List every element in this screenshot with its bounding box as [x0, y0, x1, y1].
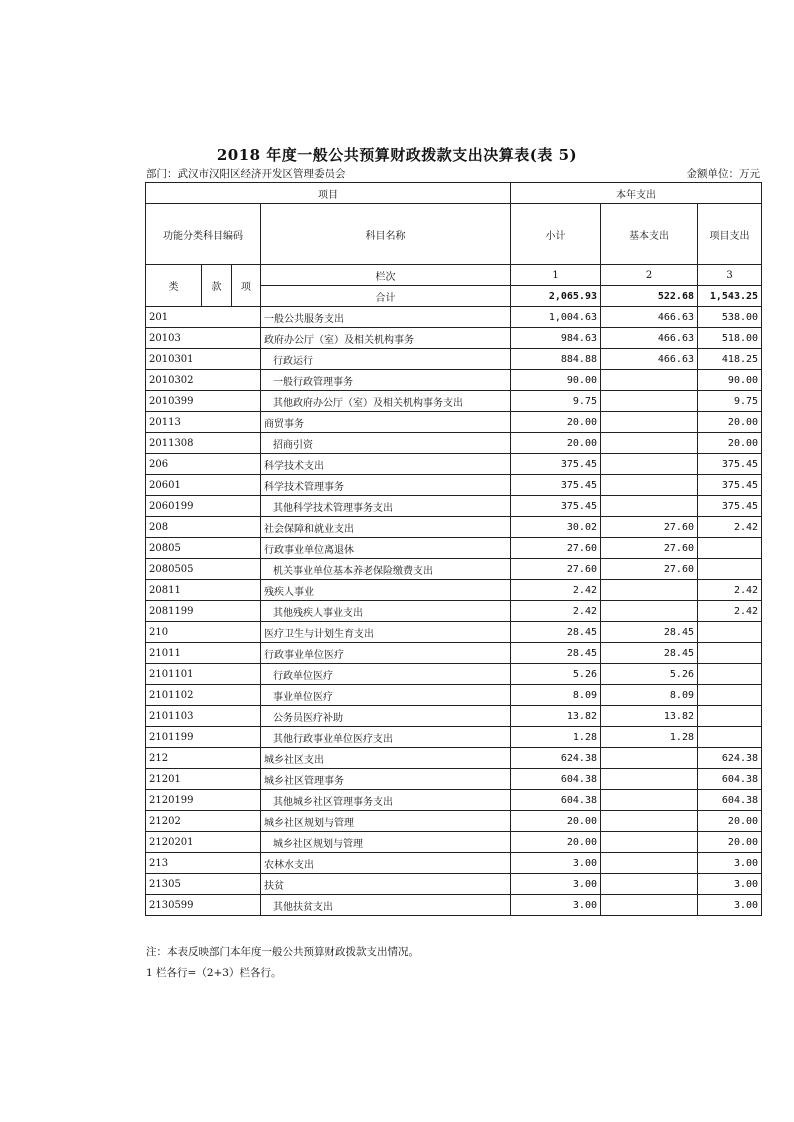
project-expenditure-cell — [698, 664, 762, 685]
subtotal-cell: 2.42 — [511, 580, 601, 601]
subject-name-cell: 科学技术管理事务 — [261, 475, 511, 496]
table-row — [146, 643, 762, 664]
subtotal-cell: 20.00 — [511, 811, 601, 832]
column-no-2: 2 — [601, 265, 698, 286]
project-expenditure-cell — [698, 685, 762, 706]
basic-expenditure-cell: 466.63 — [601, 307, 698, 328]
function-code-cell: 210 — [146, 622, 261, 643]
column-no-1: 1 — [511, 265, 601, 286]
function-code-cell: 2120201 — [146, 832, 261, 853]
subtotal-cell: 2.42 — [511, 601, 601, 622]
project-expenditure-cell: 604.38 — [698, 769, 762, 790]
table-row — [146, 874, 762, 895]
subtotal-cell: 30.02 — [511, 517, 601, 538]
project-expenditure-cell: 375.45 — [698, 496, 762, 517]
subject-name-cell: 残疾人事业 — [261, 580, 511, 601]
project-expenditure-cell: 375.45 — [698, 454, 762, 475]
function-code-cell: 2101103 — [146, 706, 261, 727]
basic-expenditure-cell — [601, 874, 698, 895]
subtotal-cell: 984.63 — [511, 328, 601, 349]
subject-name-cell: 一般行政管理事务 — [261, 370, 511, 391]
basic-expenditure-cell — [601, 832, 698, 853]
subtotal-cell: 9.75 — [511, 391, 601, 412]
function-code-cell: 2060199 — [146, 496, 261, 517]
table-row — [146, 706, 762, 727]
basic-expenditure-cell: 8.09 — [601, 685, 698, 706]
kuan-header: 款 — [202, 265, 232, 307]
function-code-cell: 21305 — [146, 874, 261, 895]
table-row — [146, 412, 762, 433]
project-expenditure-cell: 604.38 — [698, 790, 762, 811]
table-row — [146, 370, 762, 391]
project-exp-header: 项目支出 — [698, 204, 762, 265]
subtotal-cell: 27.60 — [511, 538, 601, 559]
subtotal-cell: 20.00 — [511, 412, 601, 433]
project-expenditure-cell: 9.75 — [698, 391, 762, 412]
basic-expenditure-cell: 5.26 — [601, 664, 698, 685]
subtotal-cell: 5.26 — [511, 664, 601, 685]
table-row — [146, 748, 762, 769]
subject-name-cell: 城乡社区管理事务 — [261, 769, 511, 790]
basic-expenditure-cell — [601, 412, 698, 433]
subject-name-cell: 公务员医疗补助 — [261, 706, 511, 727]
table-row — [146, 811, 762, 832]
function-code-cell: 2010302 — [146, 370, 261, 391]
basic-expenditure-cell: 1.28 — [601, 727, 698, 748]
function-code-cell: 208 — [146, 517, 261, 538]
table-row — [146, 307, 762, 328]
subtotal-cell: 884.88 — [511, 349, 601, 370]
table-row — [146, 664, 762, 685]
project-expenditure-cell: 20.00 — [698, 412, 762, 433]
subtotal-header: 小计 — [511, 204, 601, 265]
xiang-header: 项 — [232, 265, 261, 307]
function-code-cell: 21202 — [146, 811, 261, 832]
function-code-cell: 2010301 — [146, 349, 261, 370]
basic-expenditure-cell: 466.63 — [601, 328, 698, 349]
project-expenditure-cell: 538.00 — [698, 307, 762, 328]
subtotal-cell: 28.45 — [511, 643, 601, 664]
subtotal-cell: 13.82 — [511, 706, 601, 727]
subtotal-cell: 27.60 — [511, 559, 601, 580]
subject-name-cell: 农林水支出 — [261, 853, 511, 874]
project-header: 项目 — [146, 183, 511, 204]
function-code-cell: 2011308 — [146, 433, 261, 454]
subject-name-cell: 其他行政事业单位医疗支出 — [261, 727, 511, 748]
basic-expenditure-cell — [601, 475, 698, 496]
function-code-cell: 213 — [146, 853, 261, 874]
total-subtotal: 2,065.93 — [511, 286, 601, 307]
subtotal-cell: 624.38 — [511, 748, 601, 769]
subject-name-cell: 招商引资 — [261, 433, 511, 454]
basic-expenditure-cell: 28.45 — [601, 622, 698, 643]
table-row — [146, 685, 762, 706]
function-code-cell: 2081199 — [146, 601, 261, 622]
table-row — [146, 475, 762, 496]
subtotal-cell: 604.38 — [511, 790, 601, 811]
subtotal-cell: 604.38 — [511, 769, 601, 790]
subtotal-cell: 3.00 — [511, 874, 601, 895]
subject-name-cell: 机关事业单位基本养老保险缴费支出 — [261, 559, 511, 580]
total-basic: 522.68 — [601, 286, 698, 307]
basic-expenditure-cell — [601, 433, 698, 454]
total-project: 1,543.25 — [698, 286, 762, 307]
project-expenditure-cell — [698, 727, 762, 748]
basic-expenditure-cell — [601, 853, 698, 874]
subject-name-cell: 政府办公厅（室）及相关机构事务 — [261, 328, 511, 349]
basic-expenditure-cell — [601, 496, 698, 517]
project-expenditure-cell: 375.45 — [698, 475, 762, 496]
function-code-cell: 20113 — [146, 412, 261, 433]
project-expenditure-cell: 2.42 — [698, 601, 762, 622]
footnote-1: 注：本表反映部门本年度一般公共预算财政拨款支出情况。 — [146, 946, 419, 958]
table-row — [146, 727, 762, 748]
table-row — [146, 580, 762, 601]
function-code-cell: 20103 — [146, 328, 261, 349]
document-title: 2018 年度一般公共预算财政拨款支出决算表(表 5) — [216, 146, 578, 164]
project-expenditure-cell: 418.25 — [698, 349, 762, 370]
function-code-cell: 20601 — [146, 475, 261, 496]
basic-expenditure-cell: 13.82 — [601, 706, 698, 727]
project-expenditure-cell: 518.00 — [698, 328, 762, 349]
subject-name-cell: 事业单位医疗 — [261, 685, 511, 706]
basic-expenditure-cell: 27.60 — [601, 517, 698, 538]
footnote-2: 1 栏各行=（2+3）栏各行。 — [146, 967, 282, 979]
table-row — [146, 454, 762, 475]
basic-expenditure-cell — [601, 748, 698, 769]
subject-name-cell: 一般公共服务支出 — [261, 307, 511, 328]
subject-name-cell: 行政事业单位医疗 — [261, 643, 511, 664]
basic-expenditure-cell: 28.45 — [601, 643, 698, 664]
subtotal-cell: 1,004.63 — [511, 307, 601, 328]
table-row — [146, 328, 762, 349]
function-code-cell: 201 — [146, 307, 261, 328]
table-row — [146, 559, 762, 580]
subtotal-cell: 375.45 — [511, 496, 601, 517]
header-row-1 — [146, 183, 762, 204]
basic-expenditure-cell — [601, 601, 698, 622]
basic-expenditure-cell: 27.60 — [601, 559, 698, 580]
project-expenditure-cell: 20.00 — [698, 811, 762, 832]
table-row — [146, 769, 762, 790]
project-expenditure-cell: 20.00 — [698, 832, 762, 853]
subtotal-cell: 1.28 — [511, 727, 601, 748]
basic-expenditure-cell — [601, 370, 698, 391]
function-code-cell: 2101199 — [146, 727, 261, 748]
function-code-cell: 2101101 — [146, 664, 261, 685]
project-expenditure-cell: 20.00 — [698, 433, 762, 454]
subject-name-cell: 城乡社区规划与管理 — [261, 832, 511, 853]
table-row — [146, 853, 762, 874]
subject-name-cell: 行政运行 — [261, 349, 511, 370]
basic-expenditure-cell: 466.63 — [601, 349, 698, 370]
project-expenditure-cell — [698, 622, 762, 643]
header-row-3 — [146, 265, 762, 286]
lei-header: 类 — [146, 265, 202, 307]
subtotal-cell: 375.45 — [511, 454, 601, 475]
amount-unit-label: 金额单位：万元 — [686, 168, 760, 180]
basic-expenditure-cell — [601, 790, 698, 811]
table-row — [146, 832, 762, 853]
subject-name-cell: 其他政府办公厅（室）及相关机构事务支出 — [261, 391, 511, 412]
subject-name-cell: 行政事业单位离退休 — [261, 538, 511, 559]
project-expenditure-cell — [698, 559, 762, 580]
table-row — [146, 538, 762, 559]
table-row — [146, 601, 762, 622]
function-code-cell: 2130599 — [146, 895, 261, 916]
project-expenditure-cell: 3.00 — [698, 853, 762, 874]
subject-name-cell: 其他残疾人事业支出 — [261, 601, 511, 622]
basic-expenditure-cell — [601, 895, 698, 916]
function-code-cell: 20811 — [146, 580, 261, 601]
subject-name-cell: 城乡社区支出 — [261, 748, 511, 769]
project-expenditure-cell — [698, 538, 762, 559]
table-row — [146, 496, 762, 517]
project-expenditure-cell: 624.38 — [698, 748, 762, 769]
subject-name-cell: 城乡社区规划与管理 — [261, 811, 511, 832]
subtotal-cell: 20.00 — [511, 433, 601, 454]
header-row-2 — [146, 204, 762, 265]
function-code-cell: 21011 — [146, 643, 261, 664]
subject-name-cell: 社会保障和就业支出 — [261, 517, 511, 538]
project-expenditure-cell — [698, 706, 762, 727]
project-expenditure-cell: 3.00 — [698, 874, 762, 895]
table-row — [146, 895, 762, 916]
subtotal-cell: 375.45 — [511, 475, 601, 496]
subject-name-cell: 商贸事务 — [261, 412, 511, 433]
expenditure-table — [145, 182, 762, 916]
current-year-header: 本年支出 — [511, 183, 762, 204]
function-code-cell: 212 — [146, 748, 261, 769]
project-expenditure-cell: 90.00 — [698, 370, 762, 391]
subject-name-cell: 医疗卫生与计划生育支出 — [261, 622, 511, 643]
func-code-header: 功能分类科目编码 — [146, 204, 261, 265]
column-no-label: 栏次 — [261, 265, 511, 286]
function-code-cell: 2120199 — [146, 790, 261, 811]
project-expenditure-cell: 3.00 — [698, 895, 762, 916]
subject-name-header: 科目名称 — [261, 204, 511, 265]
basic-header: 基本支出 — [601, 204, 698, 265]
subtotal-cell: 28.45 — [511, 622, 601, 643]
function-code-cell: 2101102 — [146, 685, 261, 706]
project-expenditure-cell — [698, 643, 762, 664]
table-row — [146, 433, 762, 454]
basic-expenditure-cell — [601, 811, 698, 832]
function-code-cell: 206 — [146, 454, 261, 475]
total-label: 合计 — [261, 286, 511, 307]
project-expenditure-cell: 2.42 — [698, 517, 762, 538]
basic-expenditure-cell: 27.60 — [601, 538, 698, 559]
subtotal-cell: 8.09 — [511, 685, 601, 706]
subject-name-cell: 科学技术支出 — [261, 454, 511, 475]
basic-expenditure-cell — [601, 769, 698, 790]
basic-expenditure-cell — [601, 454, 698, 475]
table-row — [146, 349, 762, 370]
table-row — [146, 517, 762, 538]
table-row — [146, 622, 762, 643]
subject-name-cell: 其他城乡社区管理事务支出 — [261, 790, 511, 811]
table-row — [146, 790, 762, 811]
subject-name-cell: 其他扶贫支出 — [261, 895, 511, 916]
function-code-cell: 2080505 — [146, 559, 261, 580]
subtotal-cell: 20.00 — [511, 832, 601, 853]
basic-expenditure-cell — [601, 391, 698, 412]
subject-name-cell: 其他科学技术管理事务支出 — [261, 496, 511, 517]
subtotal-cell: 90.00 — [511, 370, 601, 391]
department-label: 部门：武汉市汉阳区经济开发区管理委员会 — [146, 168, 346, 180]
subtotal-cell: 3.00 — [511, 853, 601, 874]
project-expenditure-cell: 2.42 — [698, 580, 762, 601]
function-code-cell: 21201 — [146, 769, 261, 790]
function-code-cell: 20805 — [146, 538, 261, 559]
subject-name-cell: 行政单位医疗 — [261, 664, 511, 685]
function-code-cell: 2010399 — [146, 391, 261, 412]
table-row — [146, 391, 762, 412]
subtotal-cell: 3.00 — [511, 895, 601, 916]
basic-expenditure-cell — [601, 580, 698, 601]
column-no-3: 3 — [698, 265, 762, 286]
subject-name-cell: 扶贫 — [261, 874, 511, 895]
